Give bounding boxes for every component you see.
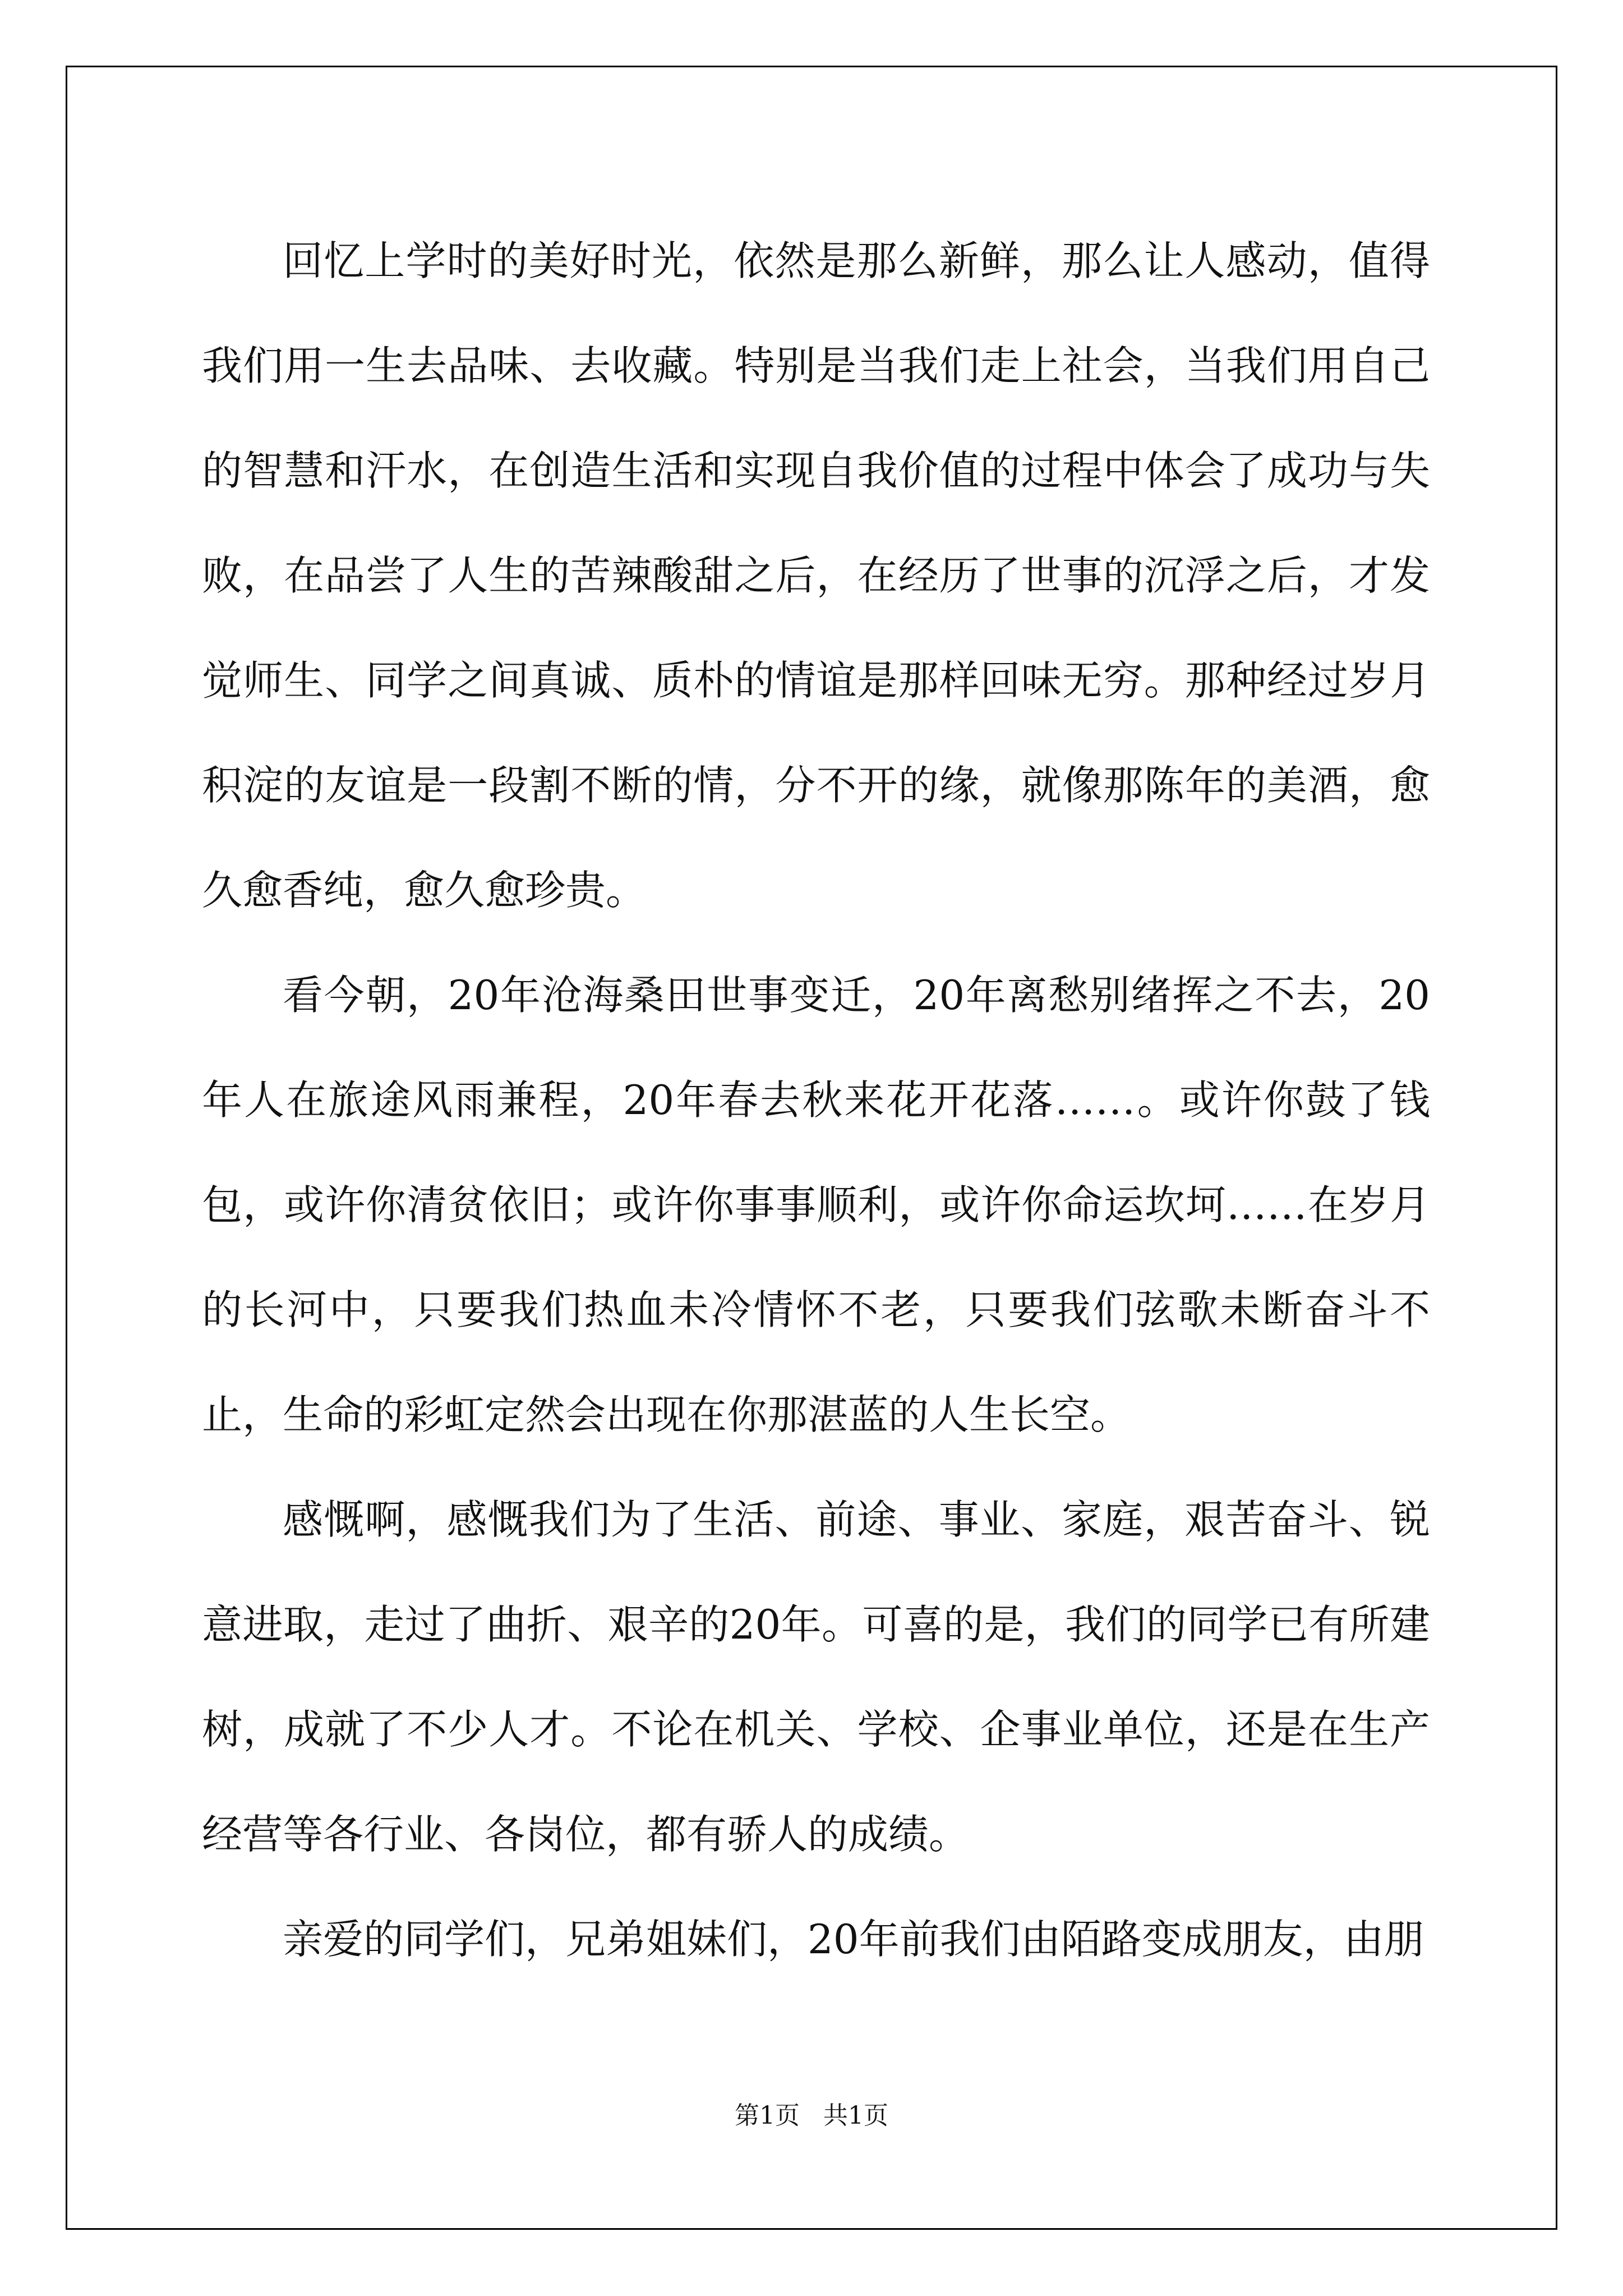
document-body: [202, 209, 1430, 1992]
paragraph-3: 感慨啊，感慨我们为了生活、前途、事业、家庭，艰苦奋斗、锐意进取，走过了曲折、艰辛的20年。可喜的是，我们的同学已有所建树，成就了不少人才。不论在机关、学校、企事业单位，还是在生产经营等各行业、各岗位，都有骄人的成绩。: [202, 1496, 1430, 1858]
paragraph-1: 回忆上学时的美好时光，依然是那么新鲜，那么让人感动，值得我们用一生去品味、去收藏。特别是当我们走上社会，当我们用自己的智慧和汗水，在创造生活和实现自我价值的过程中体会了成功与失败，在品尝了人生的苦辣酸甜之后，在经历了世事的沉浮之后，才发觉师生、同学之间真诚、质朴的情谊是那样回味无穷。那种经过岁月积淀的友谊是一段割不断的情，分不开的缘，就像那陈年的美酒，愈久愈香纯，愈久愈珍贵。: [202, 237, 1430, 914]
paragraph-4: 亲爱的同学们，兄弟姐妹们，20年前我们由陌路变成朋友，由朋: [283, 1916, 1424, 1963]
paragraph-2: 看今朝，20年沧海桑田世事变迁，20年离愁别绪挥之不去，20年人在旅途风雨兼程，20年春去秋来花开花落……。或许你鼓了钱包，或许你清贫依旧；或许你事事顺利，或许你命运坎坷……在岁月的长河中，只要我们热血未冷情怀不老，只要我们弦歌未断奋斗不止，生命的彩虹定然会出现在你那湛蓝的人生长空。: [202, 972, 1430, 1438]
page-number-footer: 第1页 共1页: [735, 2101, 888, 2130]
